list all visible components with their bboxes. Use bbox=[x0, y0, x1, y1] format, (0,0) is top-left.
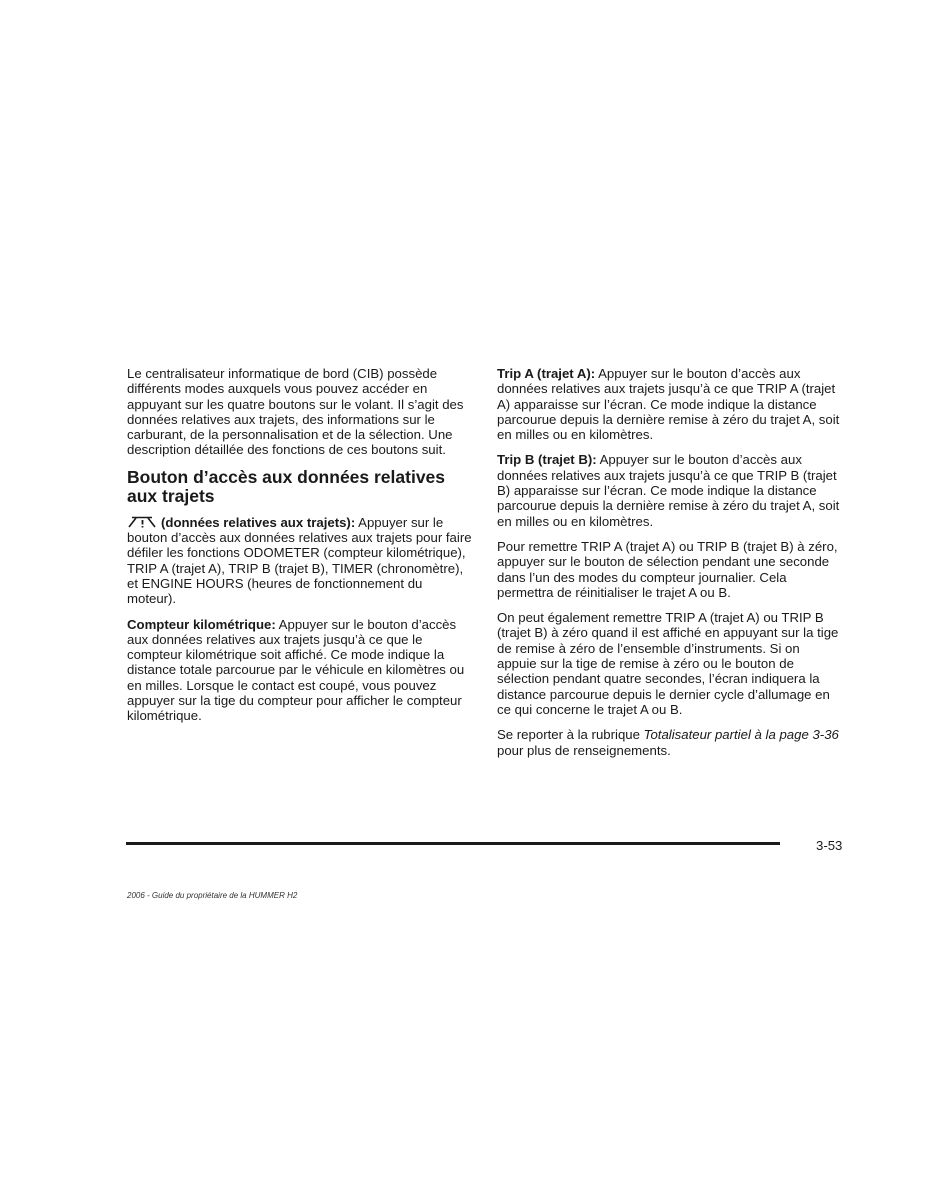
left-column bbox=[127, 366, 475, 734]
odometer-text: Appuyer sur le bouton d’accès aux données relatives aux trajets jusqu’à ce que le compteur kilométrique soit affiché. Ce mode indique la distance totale parcourue par le véhicule en kilomètres ou en milles. Lorsque le contact est coupé, vous pouvez appuyer sur la tige du compteur pour afficher le compteur kilométrique. bbox=[127, 616, 465, 724]
trip-button-paragraph bbox=[127, 515, 475, 607]
reference-suffix: pour plus de renseignements. bbox=[497, 742, 671, 758]
trip-b-lead: Trip B (trajet B): bbox=[497, 452, 597, 468]
reset-paragraph: Pour remettre TRIP A (trajet A) ou TRIP B (trajet B) à zéro, appuyer sur le bouton de sélection pendant une seconde dans l’un des modes du compteur journalier. Cela permettra de réinitialiser le trajet A ou B. bbox=[497, 538, 838, 600]
intro-paragraph: Le centralisateur informatique de bord (CIB) possède différents modes auxquels vous pouvez accéder en appuyant sur les quatre boutons sur le volant. Il s’agit des données relatives aux trajets, des informations sur le carburant, de la personnalisation et de la sélection. Une description détaillée des fonctions de ces boutons suit. bbox=[127, 366, 464, 458]
trip-b-text: Appuyer sur le bouton d’accès aux données relatives aux trajets jusqu’à ce que TRIP B (trajet B) apparaisse sur l’écran. Ce mode indique la distance parcourue depuis la dernière remise à zéro du trajet A, soit en milles ou en kilomètres. bbox=[497, 452, 840, 529]
odometer-lead: Compteur kilométrique: bbox=[127, 616, 276, 632]
trip-a-text: Appuyer sur le bouton d’accès aux données relatives aux trajets jusqu’à ce que TRIP A (trajet A) apparaisse sur l’écran. Ce mode indique la distance parcourue depuis la dernière remise à zéro du trajet A, soit en milles ou en kilomètres. bbox=[497, 366, 840, 443]
trip-button-text: Appuyer sur le bouton d’accès aux données relatives aux trajets pour faire défiler les fonctions ODOMETER (compteur kilométrique), TRIP A (trajet A), TRIP B (trajet B), TIMER (chronomètre), et ENGINE HOURS (heures de fonctionnement du moteur). bbox=[127, 514, 472, 607]
odometer-paragraph bbox=[127, 617, 475, 724]
section-heading: Bouton d’accès aux données relatives aux trajets bbox=[127, 466, 446, 506]
trip-button-lead: (données relatives aux trajets): bbox=[161, 514, 356, 530]
reference-prefix: Se reporter à la rubrique bbox=[497, 727, 644, 743]
trip-b-paragraph bbox=[497, 452, 842, 528]
page-divider bbox=[126, 842, 780, 845]
page-number: 3-53 bbox=[816, 838, 843, 853]
reference-paragraph bbox=[497, 727, 842, 758]
page-footer: 2006 - Guide du propriétaire de la HUMMER H2 bbox=[127, 891, 298, 900]
reference-link[interactable]: Totalisateur partiel à la page 3-36 bbox=[643, 727, 839, 743]
right-column bbox=[497, 366, 842, 768]
trip-info-icon bbox=[127, 516, 157, 528]
trip-a-lead: Trip A (trajet A): bbox=[497, 366, 596, 381]
alt-reset-paragraph: On peut également remettre TRIP A (trajet A) ou TRIP B (trajet B) à zéro quand il est affiché en appuyant sur la tige de remise à zéro de l’ensemble d’instruments. Si on appuie sur la tige de remise à zéro ou le bouton de sélection pendant quatre secondes, l’écran indiquera la distance parcourue depuis le dernier cycle d’allumage en ce qui concerne le trajet A ou B. bbox=[497, 610, 839, 717]
trip-a-paragraph bbox=[497, 366, 842, 442]
